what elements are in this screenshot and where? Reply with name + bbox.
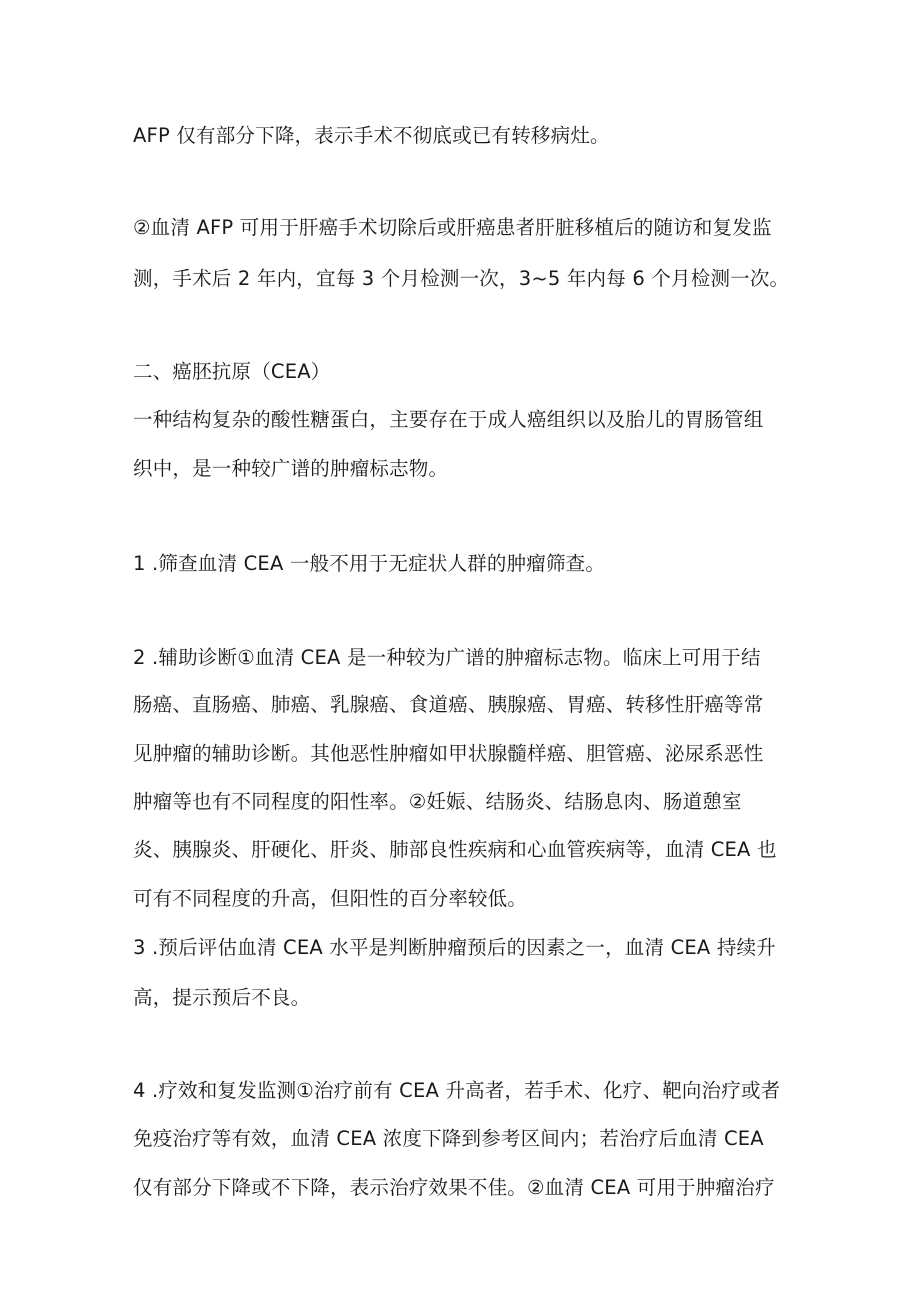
section-heading: 二、癌胚抗原（CEA） xyxy=(133,360,331,383)
text-line: 2 .辅助诊断①血清 CEA 是一种较为广谱的肿瘤标志物。临床上可用于结 xyxy=(133,646,761,669)
text-line: ②血清 AFP 可用于肝癌手术切除后或肝癌患者肝脏移植后的随访和复发监 xyxy=(133,216,772,239)
text-line: 见肿瘤的辅助诊断。其他恶性肿瘤如甲状腺髓样癌、胆管癌、泌尿系恶性 xyxy=(133,742,764,765)
text-line: 织中，是一种较广谱的肿瘤标志物。 xyxy=(133,457,449,480)
text-line: 仅有部分下降或不下降，表示治疗效果不佳。②血清 CEA 可用于肿瘤治疗 xyxy=(133,1176,775,1199)
text-line: 肠癌、直肠癌、肺癌、乳腺癌、食道癌、胰腺癌、胃癌、转移性肝癌等常 xyxy=(133,693,764,716)
text-line: 炎、胰腺炎、肝硬化、肝炎、肺部良性疾病和心血管疾病等，血清 CEA 也 xyxy=(133,838,777,861)
text-line: 肿瘤等也有不同程度的阳性率。②妊娠、结肠炎、结肠息肉、肠道憩室 xyxy=(133,790,742,813)
text-line: 3 .预后评估血清 CEA 水平是判断肿瘤预后的因素之一，血清 CEA 持续升 xyxy=(133,936,776,959)
text-line: 4 .疗效和复发监测①治疗前有 CEA 升高者，若手术、化疗、靶向治疗或者 xyxy=(133,1079,781,1102)
text-line: AFP 仅有部分下降，表示手术不彻底或已有转移病灶。 xyxy=(133,124,610,147)
text-line: 一种结构复杂的酸性糖蛋白，主要存在于成人癌组织以及胎儿的胃肠管组 xyxy=(133,408,764,431)
text-line: 测，手术后 2 年内，宜每 3 个月检测一次，3~5 年内每 6 个月检测一次。 xyxy=(133,267,790,290)
text-line: 免疫治疗等有效，血清 CEA 浓度下降到参考区间内；若治疗后血清 CEA xyxy=(133,1127,764,1150)
text-line: 1 .筛查血清 CEA 一般不用于无症状人群的肿瘤筛查。 xyxy=(133,552,606,575)
text-line: 高，提示预后不良。 xyxy=(133,986,311,1009)
text-line: 可有不同程度的升高，但阳性的百分率较低。 xyxy=(133,887,528,910)
